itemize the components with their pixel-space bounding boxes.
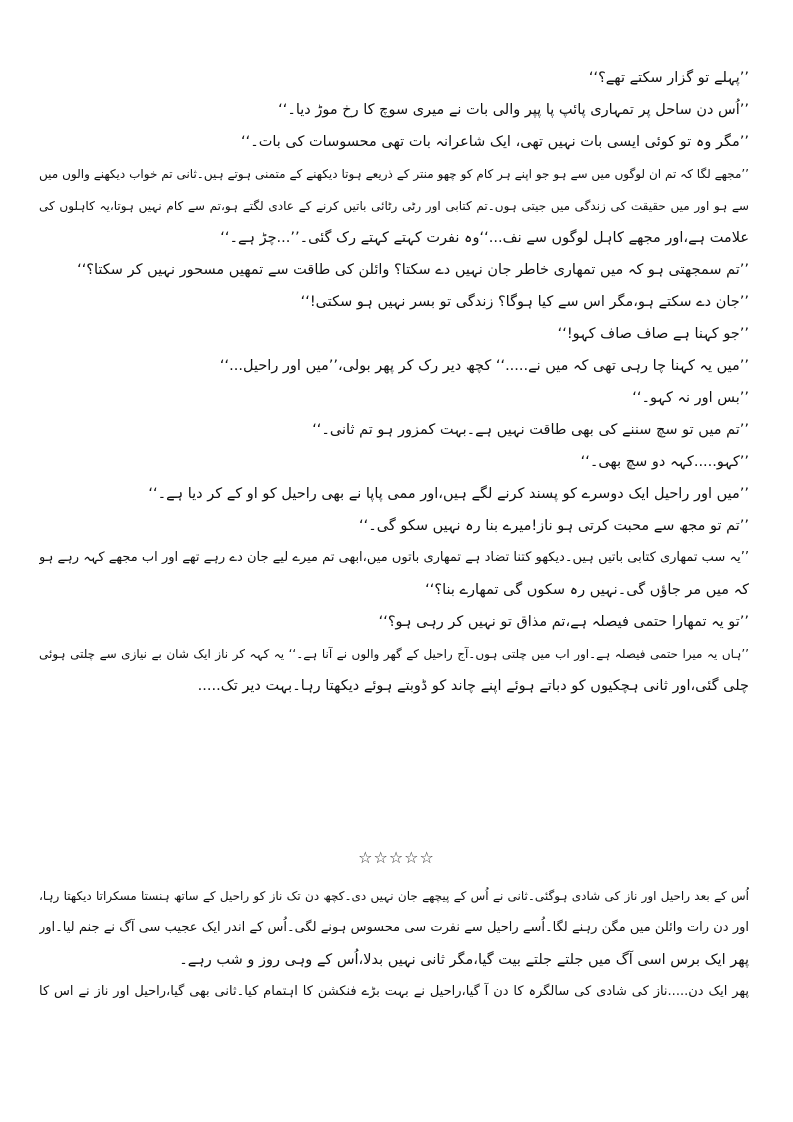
dialogue-line: ’’ہاں یہ میرا حتمی فیصلہ ہے۔اور اب میں چلتی ہوں۔آج راحیل کے گھر والوں نے آنا ہے۔‘‘ یہ کہہ کر ناز ایک شان بے نیازی سے چلتی ہوئی <box>39 647 749 661</box>
dialogue-line: ’’کہو.....کہہ دو سچ بھی۔‘‘ <box>580 454 749 470</box>
dialogue-line: علامت ہے،اور مجھے کاہل لوگوں سے نف...‘‘وہ نفرت کہتے کہتے رک گئی۔’’...چڑ ہے۔‘‘ <box>220 230 749 246</box>
dialogue-line: ’’تو یہ تمھارا حتمی فیصلہ ہے،تم مذاق تو نہیں کر رہی ہو؟‘‘ <box>378 614 749 630</box>
dialogue-line: ’’تم تو مجھ سے محبت کرتی ہو ناز!میرے بنا رہ نہیں سکو گی۔‘‘ <box>359 518 749 534</box>
dialogue-section <box>39 62 749 702</box>
dialogue-line: ’’تم میں تو سچ سننے کی بھی طاقت نہیں ہے۔بہت کمزور ہو تم ثانی۔‘‘ <box>312 422 749 438</box>
dialogue-line: ’’بس اور نہ کہو۔‘‘ <box>632 390 749 406</box>
narrative-line: اور دن رات وائلن میں مگن رہنے لگا۔اُسے راحیل سے نفرت سی محسوس ہونے لگی۔اُس کے اندر ایک عجیب سی آگ نے جنم لیا۔اور <box>39 920 749 935</box>
dialogue-line: ’’میں اور راحیل ایک دوسرے کو پسند کرنے لگے ہیں،اور ممی پاپا نے بھی راحیل کو او کے کر دیا ہے۔‘‘ <box>148 486 749 502</box>
narrative-line: اُس کے بعد راحیل اور ناز کی شادی ہوگئی۔ثانی نے اُس کے پیچھے جان نہیں دی۔کچھ دن تک ناز کو راحیل کے ساتھ ہنستا مسکراتا دیکھتا رہا، <box>39 889 749 903</box>
dialogue-line: سے ہو اور میں حقیقت کی زندگی میں جیتی ہوں۔تم کتابی اور رٹی رٹائی باتیں کرنے کے عادی لگتے ہو،تم سے کام نہیں ہوتا،یہ کاہلوں کی <box>39 199 749 213</box>
dialogue-line: ’’میں یہ کہنا چا رہی تھی کہ میں نے.....‘‘ کچھ دیر رک کر پھر بولی،’’میں اور راحیل...‘‘ <box>219 358 749 374</box>
narrative-line: پھر ایک برس اسی آگ میں جلتے جلتے بیت گیا،مگر ثانی نہیں بدلا،اُس کے وہی روز و شب رہے۔ <box>179 952 749 968</box>
dialogue-line: ’’پہلے تو گزار سکتے تھے؟‘‘ <box>588 70 749 86</box>
dialogue-line: ’’یہ سب تمھاری کتابی باتیں ہیں۔دیکھو کتنا تضاد ہے تمھاری باتوں میں،ابھی تم میرے لیے جان دے رہے تھے اور اب مجھے کہہ رہے ہو <box>39 550 749 565</box>
narrative-section <box>39 880 749 1008</box>
dialogue-line: کہ میں مر جاؤں گی۔نہیں رہ سکوں گی تمھارے بنا؟‘‘ <box>425 582 749 598</box>
dialogue-line: ’’جو کہنا ہے صاف صاف کہو!‘‘ <box>557 326 749 342</box>
dialogue-line: ’’اُس دن ساحل پر تمہاری پائپ پا پپر والی بات نے میری سوچ کا رخ موڑ دیا۔‘‘ <box>278 102 749 118</box>
dialogue-line: ’’مجھے لگا کہ تم ان لوگوں میں سے ہو جو اپنے ہر کام کو چھو منتر کے ذریعے ہوتا دیکھنے کے متمنی ہوتے ہیں۔ثانی تم خواب دیکھنے والوں میں <box>39 167 749 181</box>
dialogue-line: ’’تم سمجھتی ہو کہ میں تمھاری خاطر جان نہیں دے سکتا؟ وائلن کی طاقت سے تمھیں مسحور نہیں کر سکتا؟‘‘ <box>77 262 749 278</box>
dialogue-line: ’’مگر وہ تو کوئی ایسی بات نہیں تھی، ایک شاعرانہ بات تھی محسوسات کی بات۔‘‘ <box>241 134 749 150</box>
dialogue-line: ’’جان دے سکتے ہو،مگر اس سے کیا ہوگا؟ زندگی تو بسر نہیں ہو سکتی!‘‘ <box>300 294 749 310</box>
dialogue-line: چلی گئی،اور ثانی ہچکیوں کو دباتے ہوئے اپنے چاند کو ڈوبتے ہوئے دیکھتا رہا۔بہت دیر تک..... <box>197 678 749 694</box>
section-separator-stars: ☆☆☆☆☆ <box>358 848 435 867</box>
narrative-line: پھر ایک دن.....ناز کی شادی کی سالگرہ کا دن آ گیا،راحیل نے بہت بڑے فنکشن کا اہتمام کیا۔ثانی بھی گیا،راحیل اور ناز نے اس کا <box>39 984 749 999</box>
